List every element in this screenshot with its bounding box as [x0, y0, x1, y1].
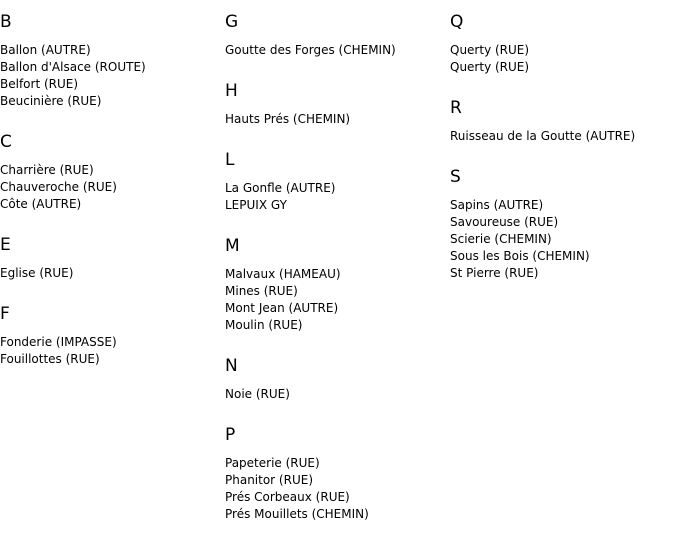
letter-heading: Q — [450, 12, 464, 32]
street-index-column-1 — [0, 0, 225, 378]
street-list — [225, 257, 450, 344]
letter-heading: R — [450, 98, 462, 118]
street-list — [0, 325, 225, 378]
letter-heading: P — [225, 425, 236, 445]
letter-group-q — [450, 0, 675, 86]
street-item[interactable]: Malvaux (HAMEAU) — [225, 267, 341, 281]
letter-heading: G — [225, 12, 239, 32]
street-item[interactable]: Prés Mouillets (CHEMIN) — [225, 507, 369, 521]
letter-heading: L — [225, 150, 235, 170]
letter-heading: M — [225, 236, 240, 256]
letter-group-g — [225, 0, 450, 69]
street-list — [0, 256, 225, 292]
street-list — [450, 119, 675, 155]
street-list — [225, 446, 450, 533]
street-list — [225, 33, 450, 69]
street-item[interactable]: Prés Corbeaux (RUE) — [225, 490, 350, 504]
letter-heading: C — [0, 132, 12, 152]
street-item[interactable]: Savoureuse (RUE) — [450, 215, 559, 229]
letter-group-l — [225, 138, 450, 224]
street-list — [450, 188, 675, 292]
street-item[interactable]: Côte (AUTRE) — [0, 197, 82, 211]
street-item[interactable]: Ballon (AUTRE) — [0, 43, 91, 57]
letter-group-n — [225, 344, 450, 413]
street-index-column-3 — [450, 0, 675, 292]
street-item[interactable]: Noie (RUE) — [225, 387, 290, 401]
letter-heading: E — [0, 235, 11, 255]
letter-group-m — [225, 224, 450, 344]
street-item[interactable]: Scierie (CHEMIN) — [450, 232, 552, 246]
street-item[interactable]: St Pierre (RUE) — [450, 266, 539, 280]
letter-heading: F — [0, 304, 10, 324]
street-item[interactable]: Querty (RUE) — [450, 60, 530, 74]
street-item[interactable]: Querty (RUE) — [450, 43, 530, 57]
street-list — [450, 33, 675, 86]
letter-heading: S — [450, 167, 461, 187]
street-list — [0, 33, 225, 120]
street-item[interactable]: LEPUIX GY — [225, 198, 287, 212]
street-item[interactable]: Chauveroche (RUE) — [0, 180, 117, 194]
street-item[interactable]: Papeterie (RUE) — [225, 456, 320, 470]
street-list — [225, 171, 450, 224]
letter-group-b — [0, 0, 225, 120]
street-item[interactable]: Beucinière (RUE) — [0, 94, 102, 108]
letter-group-f — [0, 292, 225, 378]
street-item[interactable]: Sapins (AUTRE) — [450, 198, 544, 212]
letter-group-h — [225, 69, 450, 138]
letter-group-e — [0, 223, 225, 292]
street-item[interactable]: Hauts Prés (CHEMIN) — [225, 112, 351, 126]
street-item[interactable]: Ballon d'Alsace (ROUTE) — [0, 60, 146, 74]
street-item[interactable]: Goutte des Forges (CHEMIN) — [225, 43, 396, 57]
street-list — [0, 153, 225, 223]
street-item[interactable]: Moulin (RUE) — [225, 318, 303, 332]
street-item[interactable]: Mines (RUE) — [225, 284, 298, 298]
letter-heading: B — [0, 12, 12, 32]
letter-group-r — [450, 86, 675, 155]
street-item[interactable]: Fonderie (IMPASSE) — [0, 335, 117, 349]
street-item[interactable]: Belfort (RUE) — [0, 77, 79, 91]
street-item[interactable]: Charrière (RUE) — [0, 163, 94, 177]
street-list — [225, 377, 450, 413]
street-index-column-2 — [225, 0, 450, 533]
street-item[interactable]: Eglise (RUE) — [0, 266, 74, 280]
letter-group-c — [0, 120, 225, 223]
street-item[interactable]: La Gonfle (AUTRE) — [225, 181, 336, 195]
letter-group-s — [450, 155, 675, 292]
street-item[interactable]: Sous les Bois (CHEMIN) — [450, 249, 590, 263]
letter-heading: H — [225, 81, 238, 101]
letter-group-p — [225, 413, 450, 533]
street-list — [225, 102, 450, 138]
letter-heading: N — [225, 356, 238, 376]
street-item[interactable]: Fouillottes (RUE) — [0, 352, 100, 366]
street-item[interactable]: Ruisseau de la Goutte (AUTRE) — [450, 129, 636, 143]
street-item[interactable]: Mont Jean (AUTRE) — [225, 301, 339, 315]
street-item[interactable]: Phanitor (RUE) — [225, 473, 313, 487]
